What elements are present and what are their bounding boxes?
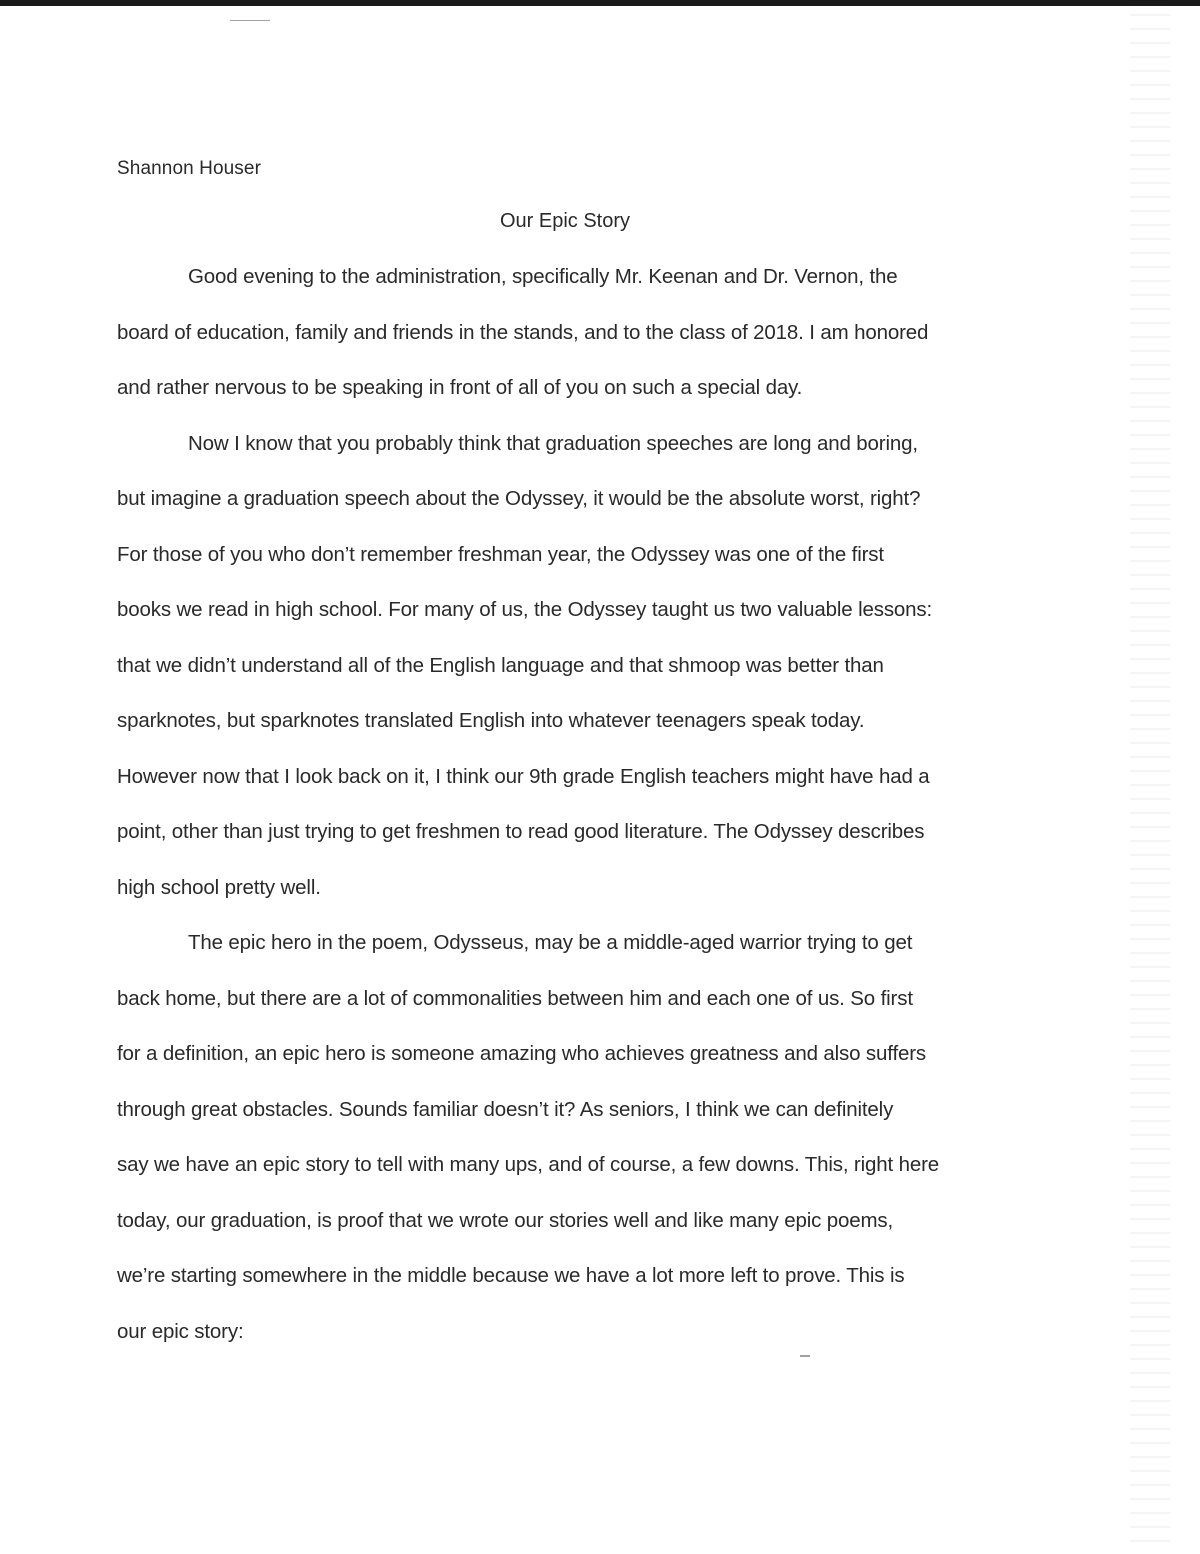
speech-body (117, 255, 1012, 1365)
body-line: books we read in high school. For many of us, the Odyssey taught us two valuable lessons: (117, 598, 933, 621)
body-line: point, other than just trying to get freshmen to read good literature. The Odyssey describes (117, 820, 925, 843)
body-line: sparknotes, but sparknotes translated English into whatever teenagers speak today. (117, 709, 865, 732)
author-name: Shannon Houser (117, 158, 262, 179)
scan-edge-noise (1130, 0, 1170, 1554)
body-line: say we have an epic story to tell with many ups, and of course, a few downs. This, right here (117, 1153, 940, 1176)
scan-top-edge (0, 0, 1200, 6)
body-line: for a definition, an epic hero is someone amazing who achieves greatness and also suffers (117, 1042, 927, 1065)
body-line: However now that I look back on it, I think our 9th grade English teachers might have had a (117, 764, 930, 788)
body-line: we’re starting somewhere in the middle because we have a lot more left to prove. This is (117, 1264, 905, 1287)
document-title: Our Epic Story (499, 210, 631, 232)
body-line: For those of you who don’t remember freshman year, the Odyssey was one of the first (117, 542, 884, 566)
body-line: high school pretty well. (117, 875, 321, 899)
body-line: but imagine a graduation speech about the Odyssey, it would be the absolute worst, right? (117, 487, 921, 510)
scan-speck (800, 1355, 810, 1357)
body-line: Now I know that you probably think that graduation speeches are long and boring, (188, 431, 918, 455)
body-line: that we didn’t understand all of the English language and that shmoop was better than (117, 653, 884, 677)
scan-speck (230, 20, 270, 21)
body-line: our epic story: (117, 1319, 244, 1343)
body-line: today, our graduation, is proof that we wrote our stories well and like many epic poems, (117, 1208, 894, 1232)
body-line: and rather nervous to be speaking in front of all of you on such a special day. (117, 376, 803, 399)
body-line: through great obstacles. Sounds familiar doesn’t it? As seniors, I think we can definitely (117, 1097, 894, 1121)
body-line: board of education, family and friends in the stands, and to the class of 2018. I am honored (117, 320, 929, 344)
body-line: Good evening to the administration, specifically Mr. Keenan and Dr. Vernon, the (188, 265, 898, 288)
body-line: back home, but there are a lot of commonalities between him and each one of us. So first (117, 986, 913, 1010)
body-line: The epic hero in the poem, Odysseus, may be a middle-aged warrior trying to get (188, 931, 913, 954)
